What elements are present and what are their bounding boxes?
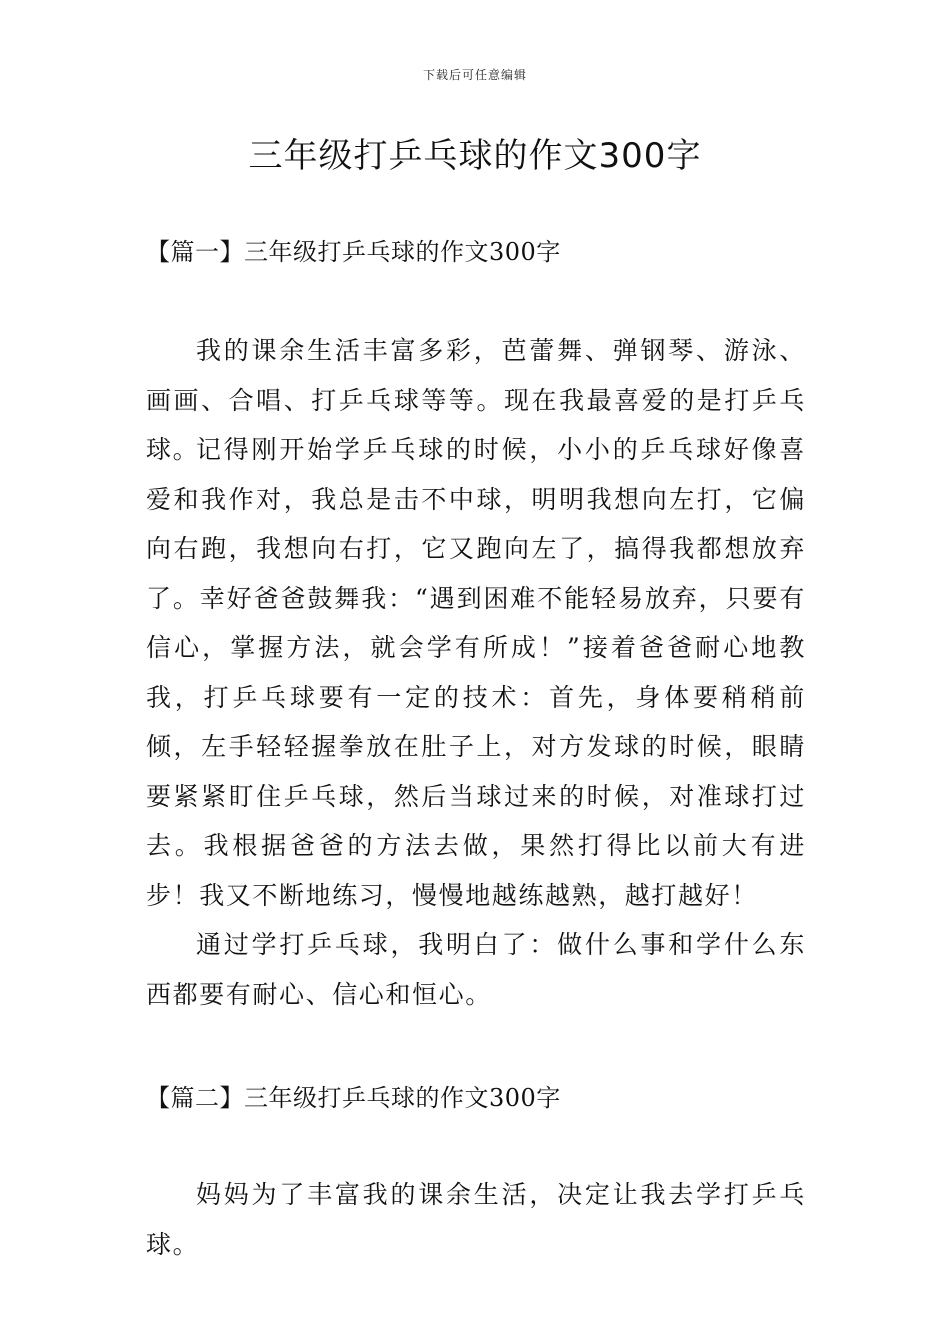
section-1-paragraph-2: 记得刚开始学乒乓球的时候，小小的乒乓球好像喜爱和我作对，我总是击不中球，明明我想向左打，它偏向右跑，我想向右打，它又跑向左了，搞得我都想放弃了。幸好爸爸鼓舞我：“遇到困难不能轻易放弃，只要有信心，掌握方法，就会学有所成！”接着爸爸耐心地教我，打乒乓球要有一定的技术：首先，身体要稍稍前倾，左手轻轻握拳放在肚子上，对方发球的时候，眼睛要紧紧盯住乒乓球，然后当球过来的时候，对准球打过去。我根据爸爸的方法去做，果然打得比以前大有进步！我又不断地练习，慢慢地越练越熟，越打越好！ [146,435,806,910]
section-2-heading: 【篇二】三年级打乒乓球的作文300字 [146,1084,561,1112]
section-2-paragraph-1: 妈妈为了丰富我的课余生活，决定让我去学打乒乓球。 [146,1180,806,1259]
section-1-paragraph-3: 通过学打乒乓球，我明白了：做什么事和学什么东西都要有耐心、信心和恒心。 [146,930,806,1009]
section-1-heading: 【篇一】三年级打乒乓球的作文300字 [146,238,561,266]
document-title: 三年级打乒乓球的作文300字 [248,136,702,176]
section-1-paragraph-1: 我的课余生活丰富多彩，芭蕾舞、弹钢琴、游泳、画画、合唱、打乒乓球等等。现在我最喜爱的是打乒乓球。 [146,336,806,464]
header-note: 下载后可任意编辑 [422,68,527,82]
